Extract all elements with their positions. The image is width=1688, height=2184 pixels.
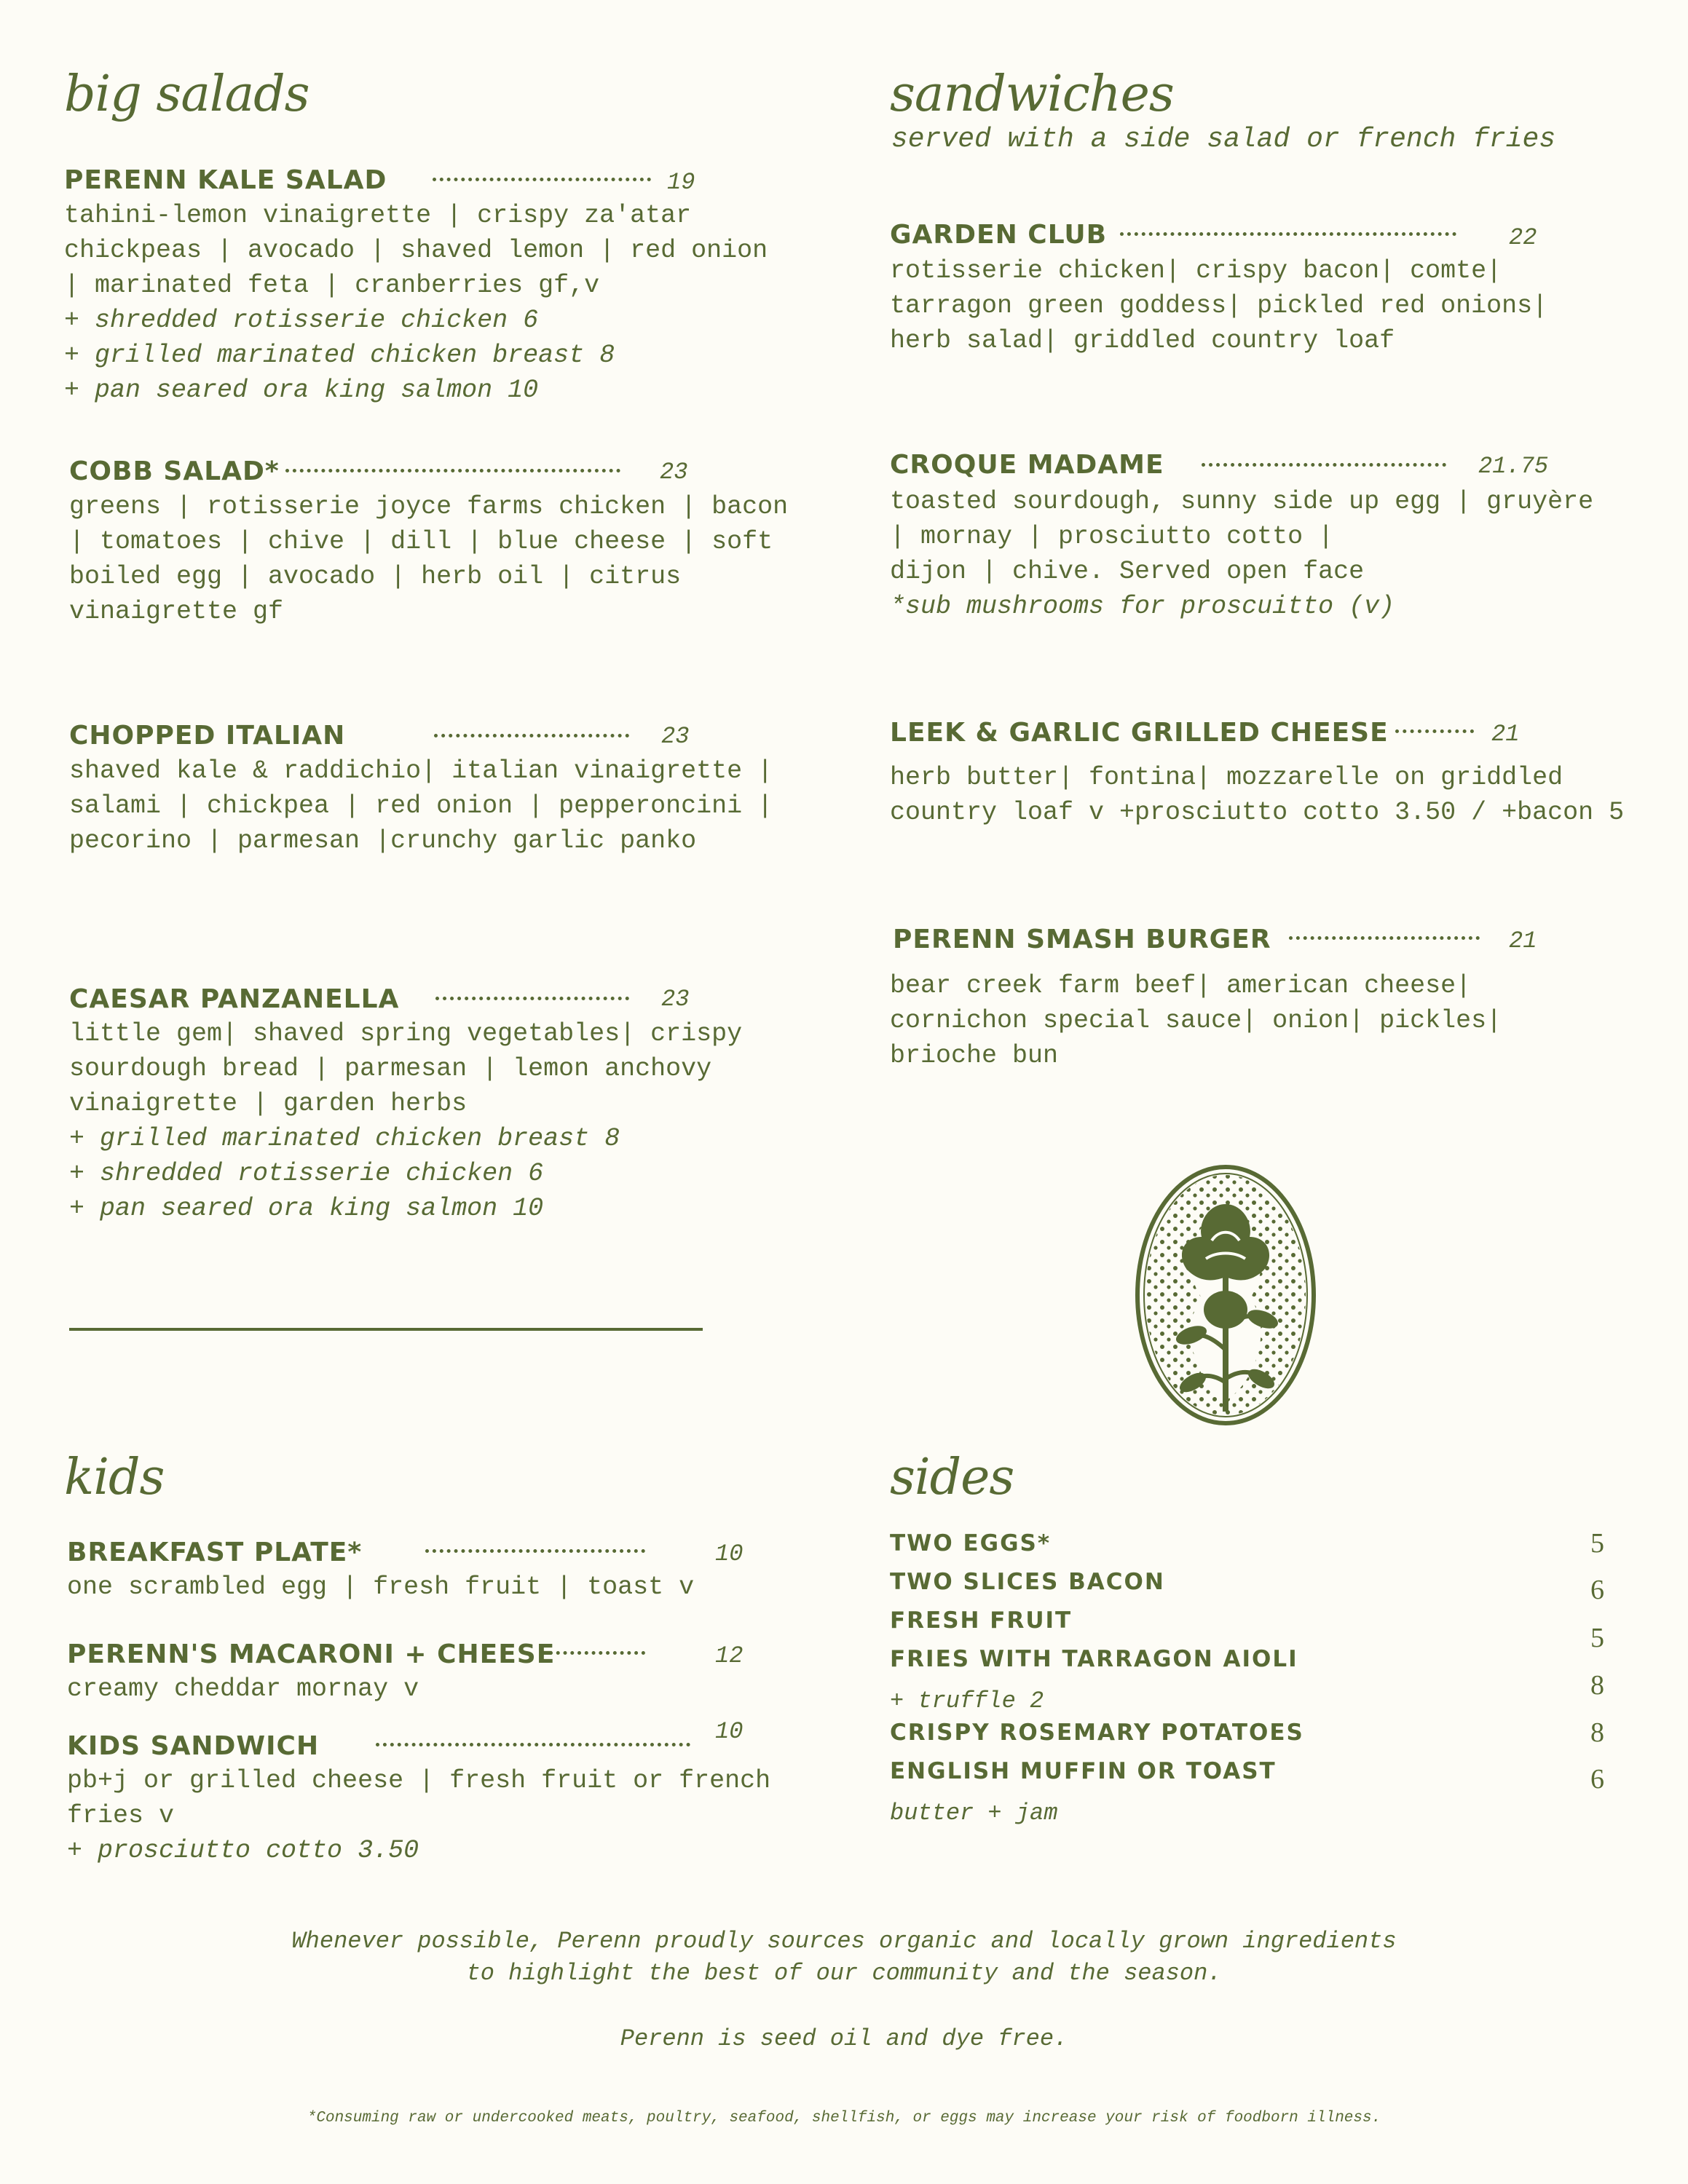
item-name-chopped-italian: CHOPPED ITALIAN — [69, 721, 346, 751]
item-name-cobb-salad: COBB SALAD* — [69, 456, 280, 486]
item-price: 22 — [1509, 224, 1537, 251]
item-description: shaved kale & raddichio| italian vinaigrette | salami | chickpea | red onion | pepperoncini | pecorino | parmesan |crunchy garlic panko — [69, 756, 773, 855]
item-name-leek-garlic-grilled-cheese: LEEK & GARLIC GRILLED CHEESE — [890, 718, 1389, 748]
side-price: 5 — [1590, 1528, 1604, 1559]
section-divider — [69, 1328, 703, 1331]
item-name-perenn-smash-burger: PERENN SMASH BURGER — [893, 925, 1271, 954]
item-name-garden-club: GARDEN CLUB — [890, 220, 1108, 250]
item-price: 21 — [1491, 721, 1520, 748]
leader-dots — [1289, 936, 1480, 940]
side-price: 6 — [1590, 1764, 1604, 1795]
leader-dots — [433, 178, 651, 181]
item-price: 23 — [661, 723, 690, 750]
side-item-fries-tarragon-aioli: FRIES WITH TARRAGON AIOLI — [890, 1646, 1298, 1672]
item-price: 21.75 — [1478, 453, 1549, 480]
sandwiches-subtitle: served with a side salad or french fries — [891, 124, 1556, 155]
leader-dots — [435, 997, 629, 1000]
sides-title: sides — [890, 1449, 1014, 1506]
item-price: 10 — [715, 1540, 744, 1567]
leader-dots — [376, 1743, 690, 1746]
leader-dots — [285, 469, 620, 472]
item-description: rotisserie chicken| crispy bacon| comte| tarragon green goddess| pickled red onions| herb salad| griddled country loaf — [890, 256, 1548, 355]
item-description: little gem| shaved spring vegetables| crispy sourdough bread | parmesan | lemon anchovy vinaigrette | garden herbs + grilled marinated chicken breast 8 + shredded rotisserie chicken 6 + pan seared ora king salmon 10 — [69, 1019, 743, 1223]
side-item-two-slices-bacon: TWO SLICES BACON — [890, 1569, 1165, 1595]
item-name-kids-sandwich: KIDS SANDWICH — [67, 1731, 320, 1761]
side-price: 5 — [1590, 1623, 1604, 1653]
leader-dots — [549, 1651, 645, 1655]
item-description: one scrambled egg | fresh fruit | toast v — [67, 1572, 695, 1602]
leader-dots — [1395, 729, 1474, 733]
footer-sourcing-line-2: to highlight the best of our community and the season. — [466, 1960, 1222, 1987]
item-description: bear creek farm beef| american cheese| cornichon special sauce| onion| pickles| brioche bun — [890, 971, 1502, 1070]
item-description: creamy cheddar mornay v — [67, 1674, 419, 1704]
side-item-english-muffin-toast: ENGLISH MUFFIN OR TOAST — [890, 1758, 1277, 1784]
side-item-note: butter + jam — [890, 1800, 1058, 1827]
item-name-breakfast-plate: BREAKFAST PLATE* — [67, 1538, 363, 1567]
item-price: 21 — [1509, 927, 1537, 954]
item-name-croque-madame: CROQUE MADAME — [890, 450, 1164, 480]
sandwiches-title: sandwiches — [890, 66, 1174, 123]
footer-sourcing-line-1: Whenever possible, Perenn proudly sources organic and locally grown ingredients — [291, 1928, 1397, 1955]
side-item-note: + truffle 2 — [890, 1688, 1044, 1714]
botanical-oval-emblem-icon — [1133, 1160, 1318, 1430]
item-price: 23 — [661, 986, 690, 1013]
item-description: pb+j or grilled cheese | fresh fruit or french fries v + prosciutto cotto 3.50 — [67, 1766, 771, 1865]
item-description: greens | rotisserie joyce farms chicken | bacon | tomatoes | chive | dill | blue cheese | soft boiled egg | avocado | herb oil | citrus vinaigrette gf — [69, 492, 789, 626]
item-description: toasted sourdough, sunny side up egg | gruyère | mornay | prosciutto cotto | dijon | chive. Served open face *sub mushrooms for proscuitto (v) — [890, 487, 1594, 621]
item-name-caesar-panzanella: CAESAR PANZANELLA — [69, 984, 400, 1014]
item-name-perenn-kale-salad: PERENN KALE SALAD — [64, 165, 387, 195]
side-price: 8 — [1590, 1717, 1604, 1748]
side-item-two-eggs: TWO EGGS* — [890, 1530, 1052, 1556]
side-price: 8 — [1590, 1670, 1604, 1701]
big-salads-title: big salads — [64, 66, 309, 123]
item-price: 12 — [715, 1642, 744, 1669]
item-price: 10 — [715, 1718, 744, 1745]
side-item-crispy-rosemary-potatoes: CRISPY ROSEMARY POTATOES — [890, 1720, 1304, 1746]
side-item-fresh-fruit: FRESH FRUIT — [890, 1607, 1073, 1634]
footer-seed-oil-note: Perenn is seed oil and dye free. — [620, 2025, 1068, 2052]
kids-title: kids — [64, 1449, 165, 1506]
side-price: 6 — [1590, 1575, 1604, 1605]
item-price: 23 — [660, 459, 688, 486]
item-description: tahini-lemon vinaigrette | crispy za'atar chickpeas | avocado | shaved lemon | red onion | marinated feta | cranberries gf,v + shredded rotisserie chicken 6 + grilled marinated chicken breast 8 + pan seared ora king salmon 10 — [64, 201, 768, 405]
item-name-perenns-macaroni-cheese: PERENN'S MACARONI + CHEESE — [67, 1639, 556, 1669]
item-price: 19 — [667, 169, 695, 196]
leader-dots — [425, 1549, 645, 1553]
item-description: herb butter| fontina| mozzarelle on griddled country loaf v +prosciutto cotto 3.50 / +bacon 5 — [890, 763, 1625, 827]
footer-disclaimer: *Consuming raw or undercooked meats, poultry, seafood, shellfish, or eggs may increase your risk of foodborn illness. — [307, 2110, 1381, 2126]
leader-dots — [1120, 232, 1456, 236]
leader-dots — [434, 734, 629, 737]
leader-dots — [1202, 463, 1446, 467]
